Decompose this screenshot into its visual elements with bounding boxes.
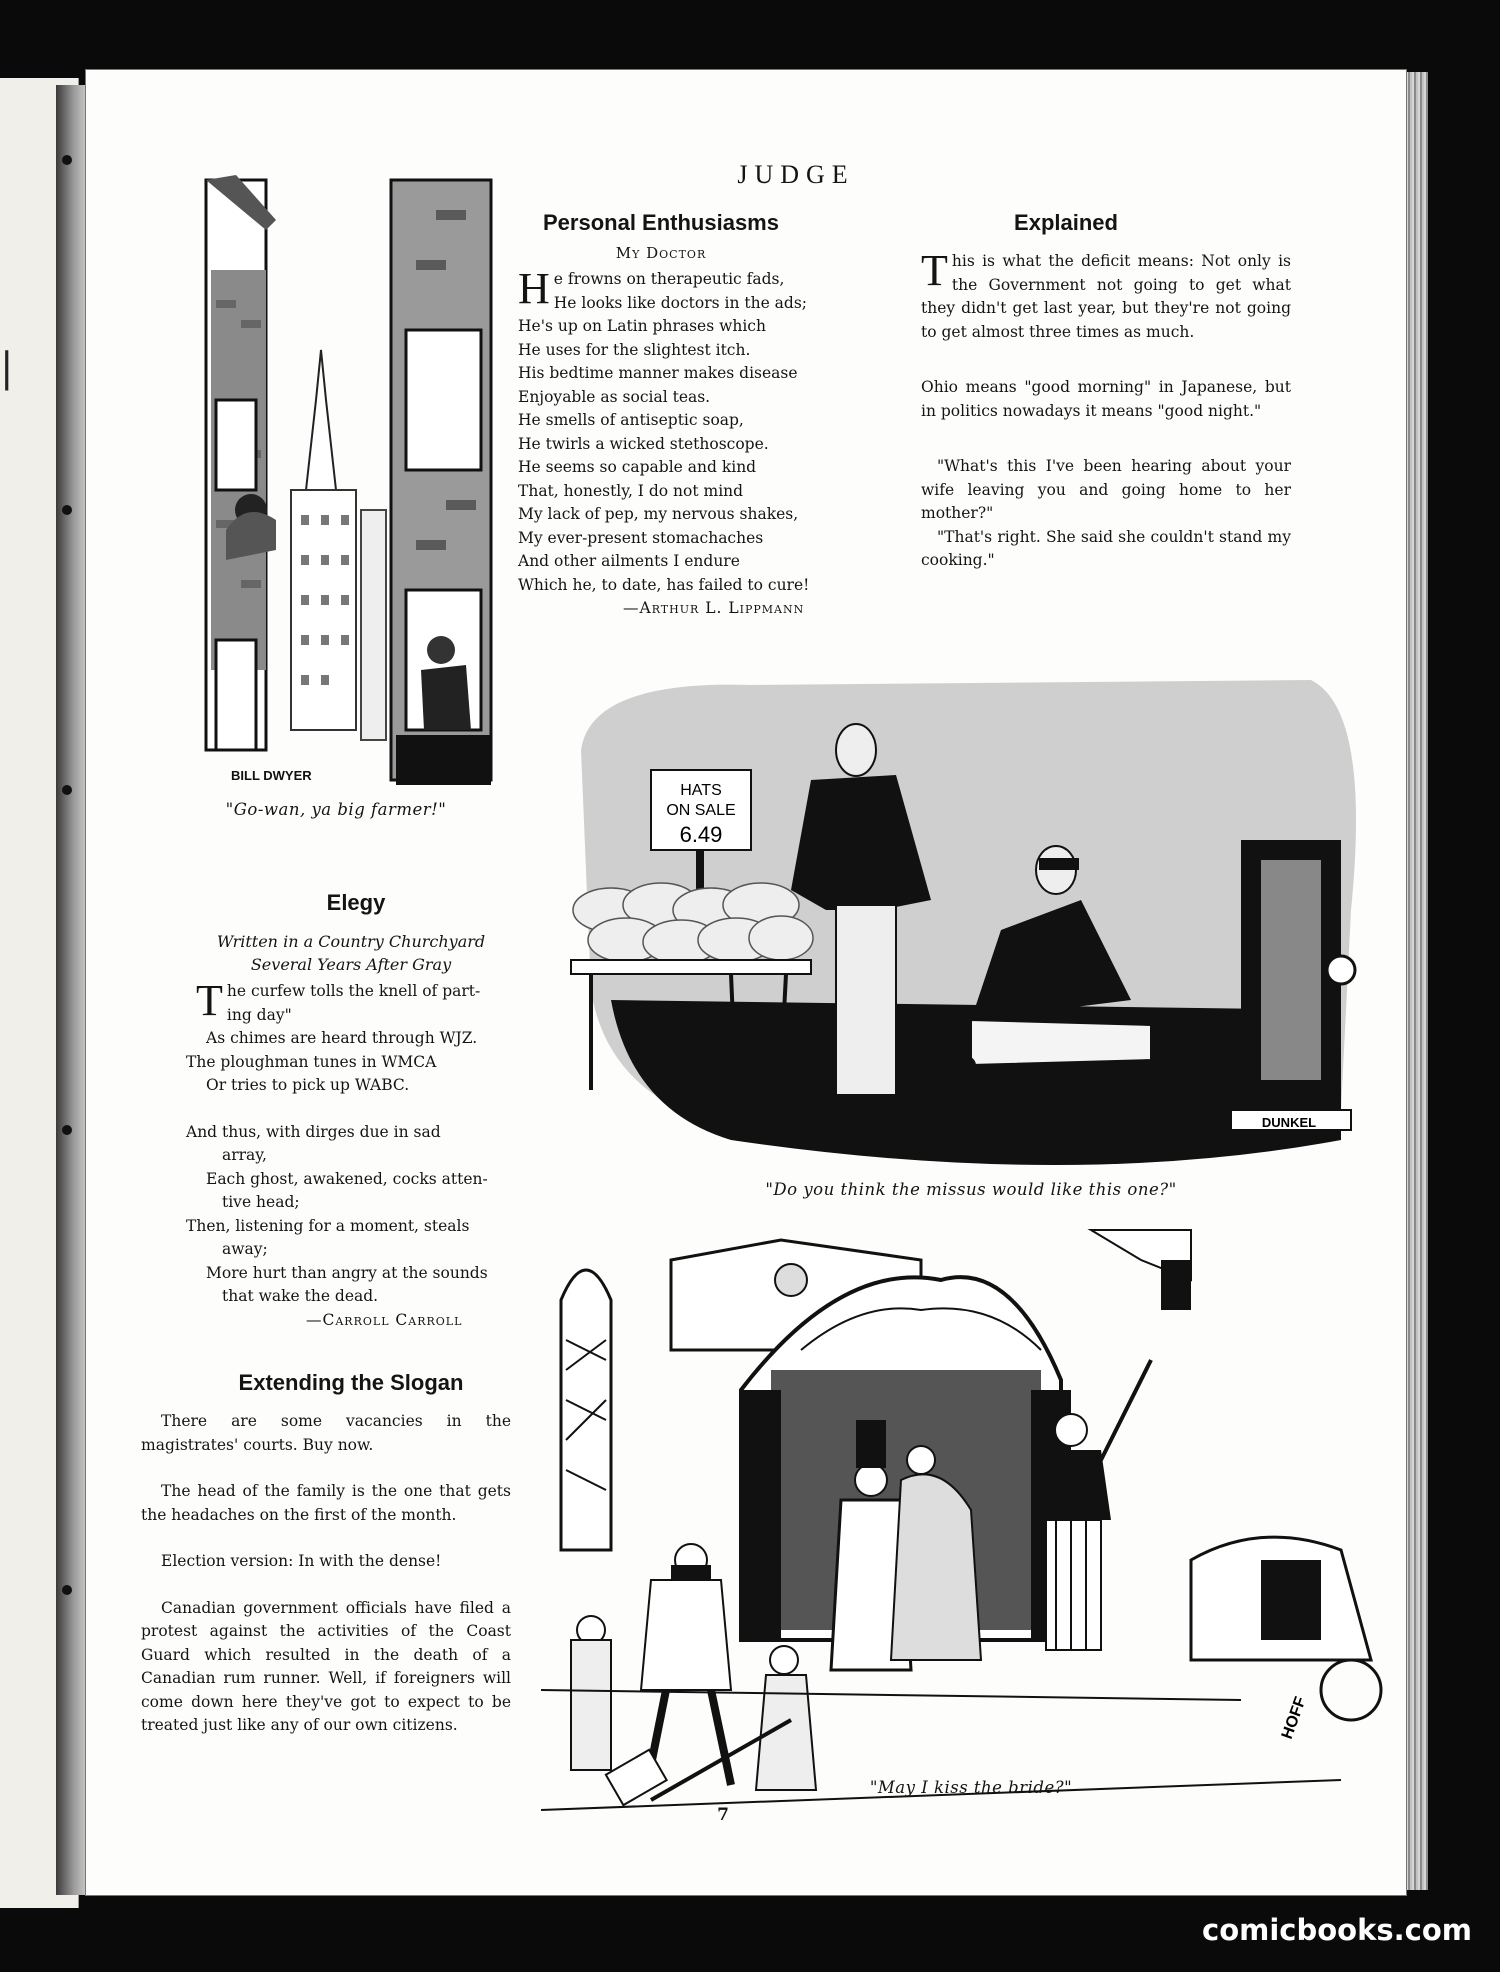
poem-line: e frowns on therapeutic fads, [553,270,785,288]
hat-sign-line2: ON SALE [666,802,736,819]
cartoon-wedding-illustration [541,1220,1391,1820]
cartoon-wedding [541,1220,1391,1820]
enthusiasms-subtitle: My Doctor [615,244,707,262]
enthusiasms-poem [518,264,848,621]
poem-line: Then, listening for a moment, steals [186,1216,470,1235]
enthusiasms-author: —Arthur L. Lippmann [623,599,805,617]
watermark-link[interactable]: comicbooks.com [1202,1913,1472,1947]
elegy-subtitle [186,930,516,976]
poem-line: The ploughman tunes in WMCA [186,1052,437,1071]
explained-paragraph: "What's this I've been hearing about your wife leaving you and going home to her mother?" [921,457,1291,522]
poem-line: His bedtime manner makes disease [518,364,798,382]
explained-paragraph: "That's right. She said she couldn't stand my cooking." [921,527,1291,569]
elegy-poem [186,976,516,1332]
binding-hole [62,155,72,165]
elegy-subtitle-line: Written in a Country Churchyard [216,932,486,951]
poem-line: My ever-present stomachaches [518,528,764,547]
magazine-page [86,70,1406,1895]
hat-sign-price: 6.49 [679,822,723,847]
elegy-title: Elegy [326,890,386,915]
slogan-paragraph: The head of the family is the one that gets the headaches on the first of the month. [141,1482,511,1524]
poem-line: That, honestly, I do not mind [518,481,744,500]
binding-hole [62,1125,72,1135]
poem-line: He seems so capable and kind [518,458,757,476]
poem-line: He looks like doctors in the ads; [553,293,808,312]
cartoon2-signature: DUNKEL [1261,1115,1317,1130]
binding-hole [62,1585,72,1595]
poem-line: And other ailments I endure [518,552,740,570]
elegy-subtitle-line: Several Years After Gray [250,955,452,974]
poem-line: Which he, to date, has failed to cure! [518,575,810,594]
elegy-author: —Carroll Carroll [306,1310,463,1329]
explained-drop-cap: T [921,246,948,295]
cartoon-city-illustration [166,170,506,870]
poem-line: He smells of antiseptic soap, [518,411,744,429]
poem-line: He twirls a wicked stethoscope. [518,434,769,453]
poem-line: array, [222,1146,267,1164]
cartoon3-signature: HOFF [1278,1694,1310,1742]
poem-line: that wake the dead. [222,1287,379,1305]
elegy-drop-cap: T [196,976,223,1025]
poem-line: tive head; [222,1193,300,1211]
book-binding [56,85,88,1895]
binding-hole [62,785,72,795]
explained-paragraph: his is what the deficit means: Not only is the Government not going to get what they didn't get last year, but they're not going to get almost three times as much. [921,252,1291,341]
poem-line: My lack of pep, my nervous shakes, [518,505,799,523]
poem-line: Each ghost, awakened, cocks atten- [206,1169,488,1188]
cartoon1-caption: "Go-wan, ya big farmer!" [225,800,447,819]
poem-line: he curfew tolls the knell of part- [226,982,481,1000]
explained-column [921,246,1291,573]
cartoon1-signature: BILL DWYER [231,768,312,783]
slogan-paragraph: Election version: In with the dense! [161,1552,442,1570]
poem-line: away; [222,1240,268,1258]
poem-line: And thus, with dirges due in sad [186,1122,441,1141]
poem-line: He's up on Latin phrases which [518,317,766,335]
poem-line: He uses for the slightest itch. [518,340,751,359]
hat-sign-line1: HATS [680,782,722,799]
cartoon-hat-shop [551,670,1391,1230]
poem-line: ing day" [226,1005,292,1024]
enthusiasms-drop-cap: H [518,264,550,313]
slogan-paragraph: Canadian government officials have filed a protest against the activities of the Coast Guard which resulted in the death of a Canadian rum runner. Well, if foreigners will come down here they've got to expect to be treated just like any of our own citizens. [141,1598,511,1734]
slogan-paragraph: There are some vacancies in the magistrates' courts. Buy now. [141,1412,511,1454]
explained-title: Explained [1014,210,1118,235]
page-header-title: JUDGE [737,160,855,189]
slogan-title: Extending the Slogan [238,1370,464,1395]
poem-line: As chimes are heard through WJZ. [206,1029,478,1047]
poem-line: More hurt than angry at the sounds [206,1263,488,1282]
binding-hole [62,505,72,515]
poem-line: Or tries to pick up WABC. [206,1076,410,1094]
enthusiasms-title: Personal Enthusiasms [543,210,779,235]
poem-line: Enjoyable as social teas. [518,387,711,406]
slogan-column [141,1410,511,1738]
explained-paragraph: Ohio means "good morning" in Japanese, but in politics nowadays it means "good night." [921,378,1291,420]
cartoon3-caption: "May I kiss the bride?" [869,1778,1073,1797]
cartoon-city-windows [166,170,506,870]
cartoon2-caption: "Do you think the missus would like this one?" [765,1180,1177,1199]
page-number: 7 [717,1805,729,1825]
left-page-glyph: | [0,345,14,391]
cartoon-hat-shop-illustration [551,670,1391,1230]
